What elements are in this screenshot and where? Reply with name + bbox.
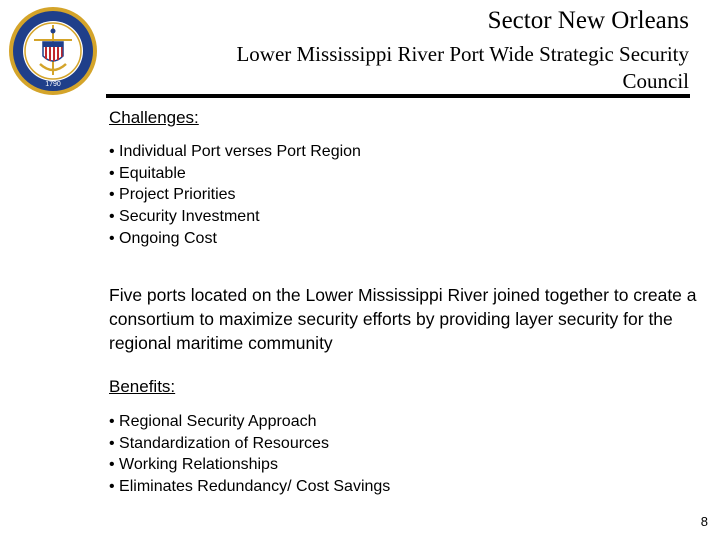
list-item: • Project Priorities bbox=[109, 186, 236, 204]
slide-title: Sector New Orleans bbox=[487, 7, 689, 34]
challenges-heading: Challenges: bbox=[109, 108, 199, 127]
seal-year: 1790 bbox=[45, 81, 61, 88]
challenges-list bbox=[109, 141, 361, 250]
list-item: • Equitable bbox=[109, 164, 186, 182]
list-item: • Security Investment bbox=[109, 208, 260, 226]
list-item: • Regional Security Approach bbox=[109, 413, 317, 430]
list-item: • Standardization of Resources bbox=[109, 434, 329, 452]
description-paragraph: Five ports located on the Lower Mississippi River joined together to create a consortium to maximize security efforts by providing layer security for the regional maritime community bbox=[109, 285, 697, 353]
benefits-list bbox=[109, 411, 390, 498]
list-item: • Eliminates Redundancy/ Cost Savings bbox=[109, 478, 391, 496]
title-divider bbox=[106, 94, 690, 98]
coast-guard-seal-icon bbox=[8, 6, 98, 96]
slide-subtitle: Lower Mississippi River Port Wide Strategic Security Council bbox=[236, 42, 689, 93]
page-number: 8 bbox=[700, 514, 708, 529]
list-item: • Individual Port verses Port Region bbox=[109, 143, 361, 160]
list-item: • Working Relationships bbox=[109, 456, 278, 474]
list-item: • Ongoing Cost bbox=[109, 229, 217, 247]
benefits-heading: Benefits: bbox=[109, 377, 176, 396]
